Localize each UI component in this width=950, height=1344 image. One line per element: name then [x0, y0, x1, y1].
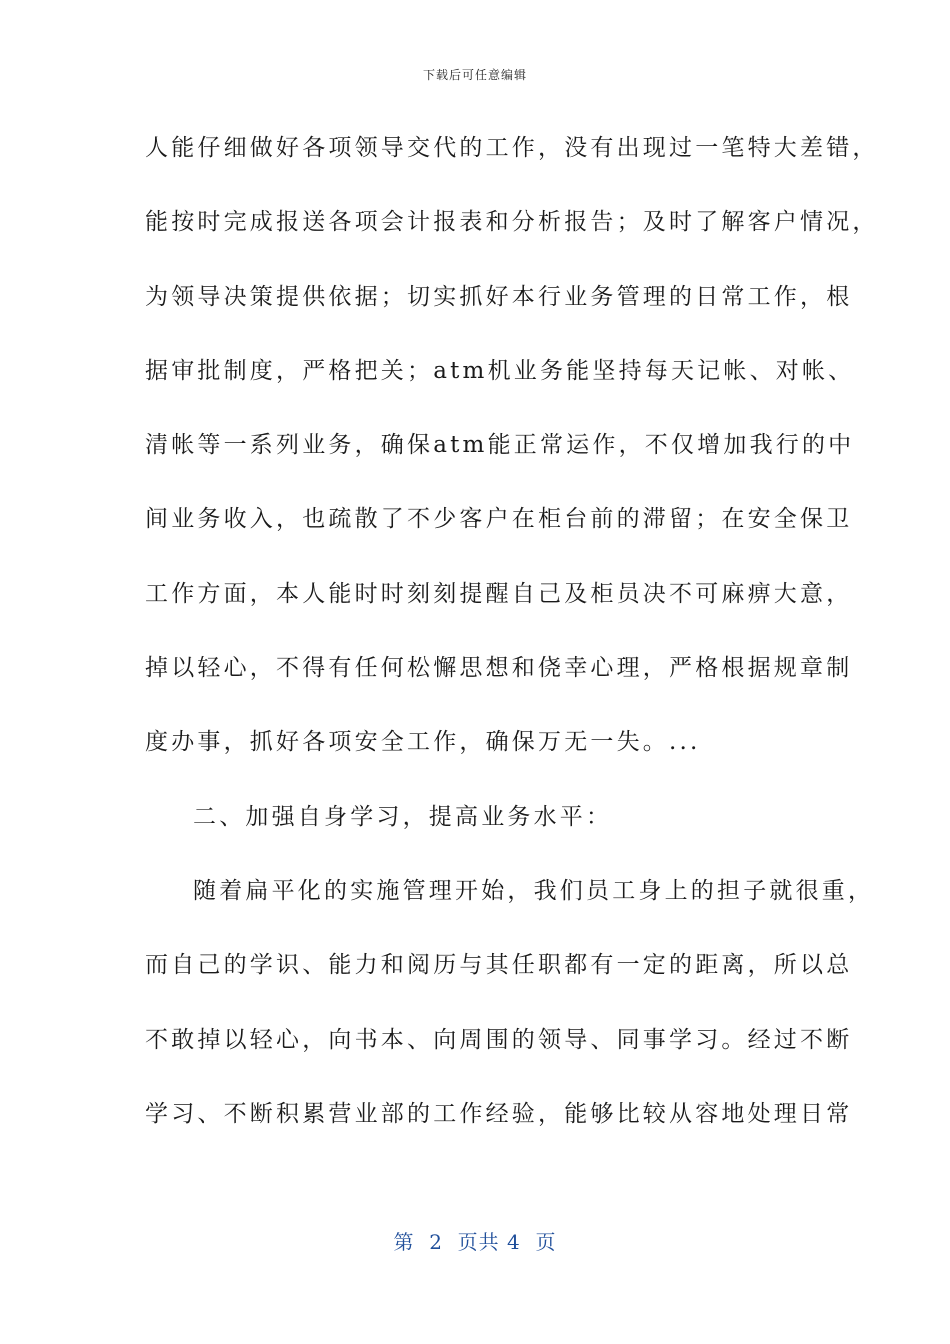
- text-line: 而自己的学识、能力和阅历与其任职都有一定的距离，所以总: [145, 952, 853, 979]
- text-line: 不敢掉以轻心，向书本、向周围的领导、同事学习。经过不断: [145, 1026, 853, 1053]
- text-line: 为领导决策提供依据；切实抓好本行业务管理的日常工作，根: [145, 283, 853, 310]
- text-line: 掉以轻心，不得有任何松懈思想和侥幸心理，严格根据规章制: [145, 655, 853, 682]
- section-heading: 二、加强自身学习，提高业务水平：: [193, 803, 613, 830]
- text-line: 度办事，抓好各项安全工作，确保万无一失。...: [145, 729, 701, 756]
- header-note: 下载后可任意编辑: [422, 68, 527, 82]
- text-line: 工作方面，本人能时时刻刻提醒自己及柜员决不可麻痹大意，: [145, 580, 853, 607]
- page-number: 第 2 页共 4 页: [393, 1230, 557, 1254]
- text-line: 间业务收入，也疏散了不少客户在柜台前的滞留；在安全保卫: [145, 506, 853, 533]
- text-line: 人能仔细做好各项领导交代的工作，没有出现过一笔特大差错，: [145, 135, 879, 161]
- text-line: 清帐等一系列业务，确保atm能正常运作，不仅增加我行的中: [145, 432, 855, 459]
- text-line: 能按时完成报送各项会计报表和分析报告；及时了解客户情况，: [145, 209, 879, 236]
- text-line: 学习、不断积累营业部的工作经验，能够比较从容地处理日常: [145, 1100, 853, 1127]
- text-line: 据审批制度，严格把关；atm机业务能坚持每天记帐、对帐、: [145, 357, 855, 384]
- paragraph-start: 随着扁平化的实施管理开始，我们员工身上的担子就很重，: [193, 877, 875, 904]
- document-body: [145, 126, 879, 1166]
